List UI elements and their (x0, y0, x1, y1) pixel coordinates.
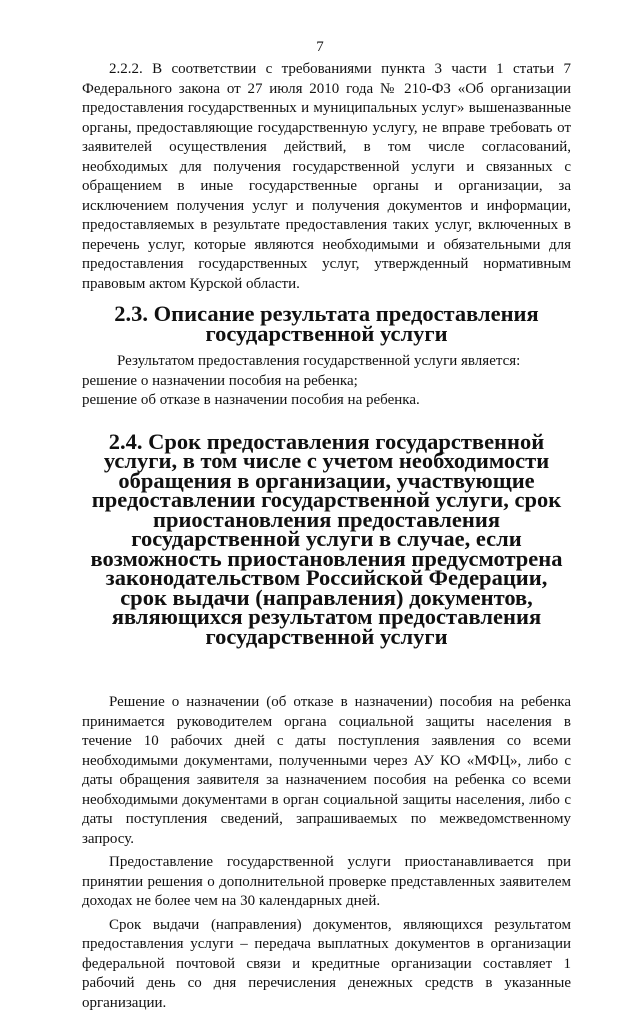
document-body (82, 60, 571, 1013)
result-item-approval: решение о назначении пособия на ребенка; (82, 372, 571, 392)
section-2-4-paragraph-suspension: Предоставление государственной услуги приостанавливается при принятии решения о дополнительной проверке представленных заявителем доходах не более чем на 30 календарных дней. (82, 853, 571, 912)
section-2-4-heading: 2.4. Срок предоставления государственной услуги, в том числе с учетом необходимости обращения в организации, участвующие предоставлении государственной услуги, срок приостановления предоставления государственной услуги в случае, если возможность приостановления предусмотрена законодательством Российской Федерации, срок выдачи (направления) документов, являющихся результатом предоставления государственной услуги (82, 432, 571, 647)
page-number: 7 (0, 37, 640, 57)
section-2-4-paragraph-decision-term: Решение о назначении (об отказе в назначении) пособия на ребенка принимается руководителем органа социальной защиты населения в течение 10 рабочих дней с даты поступления заявления со всеми необходимыми документами, полученными через АУ КО «МФЦ», либо с даты обращения заявителя за назначением пособия на ребенка со всеми необходимыми документами в орган социальной защиты населения, либо с даты поступления сведений, запрашиваемых по межведомственному запросу. (82, 693, 571, 849)
section-2-3-intro: Результатом предоставления государственной услуги является: (82, 352, 571, 372)
section-2-3-heading: 2.3. Описание результата предоставления государственной услуги (82, 304, 571, 343)
clause-2-2-2-paragraph: 2.2.2. В соответствии с требованиями пункта 3 части 1 статьи 7 Федерального закона от 27 июля 2010 года № 210-ФЗ «Об организации предоставления государственных и муниципальных услуг» вышеназванные органы, предоставляющие государственную услугу, не вправе требовать от заявителей осуществления действий, в том числе согласований, необходимых для получения государственной услуги и связанных с обращением в иные государственные органы и организации, за исключением получения услуг и получения документов и информации, предоставляемых в результате предоставления таких услуг, включенных в перечень услуг, которые являются необходимыми и обязательными для предоставления государственных услуг, утвержденный нормативным правовым актом Курской области. (82, 60, 571, 294)
section-2-4-paragraph-issuance-term: Срок выдачи (направления) документов, являющихся результатом предоставления услуги – передача выплатных документов в организации федеральной почтовой связи и кредитные организации составляет 1 рабочий день со дня перечисления денежных средств в указанные организации. (82, 916, 571, 1013)
result-item-refusal: решение об отказе в назначении пособия на ребенка. (82, 391, 571, 411)
